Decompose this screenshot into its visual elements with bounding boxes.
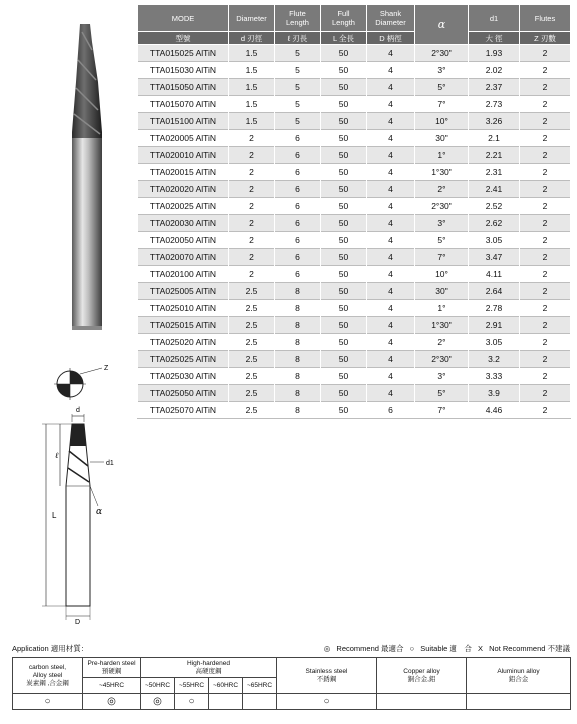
header-d1-zh: 大 徑 xyxy=(469,32,520,45)
table-cell: 2.62 xyxy=(469,215,520,232)
table-cell: TTA020025 AlTiN xyxy=(138,198,229,215)
table-cell: 4 xyxy=(367,79,415,96)
header-shank-diameter-zh: D 柄徑 xyxy=(367,32,415,45)
z-label: Z xyxy=(104,365,109,372)
table-row xyxy=(138,147,571,164)
table-cell: 4 xyxy=(367,198,415,215)
table-cell: 4 xyxy=(367,130,415,147)
table-cell: 4.11 xyxy=(469,266,520,283)
table-cell: 50 xyxy=(321,351,367,368)
table-cell: 1.5 xyxy=(229,96,275,113)
table-cell: 5 xyxy=(275,79,321,96)
table-cell: 6 xyxy=(275,249,321,266)
table-row xyxy=(138,198,571,215)
table-cell: 5 xyxy=(275,62,321,79)
table-cell: 4 xyxy=(367,215,415,232)
table-cell: 5° xyxy=(415,385,469,402)
header-mode: MODE xyxy=(138,5,229,32)
table-cell: 2 xyxy=(520,249,571,266)
table-cell: 1° xyxy=(415,300,469,317)
table-cell: 2 xyxy=(520,266,571,283)
rating-copper xyxy=(377,694,467,710)
hardness-55hrc: ~55HRC xyxy=(175,678,209,694)
end-view-diagram xyxy=(40,362,122,404)
table-cell: 5 xyxy=(275,113,321,130)
table-cell: 4 xyxy=(367,181,415,198)
table-cell: 50 xyxy=(321,198,367,215)
table-cell: 1°30" xyxy=(415,317,469,334)
table-cell: 4 xyxy=(367,300,415,317)
material-preharden-steel: Pre-harden steel 預硬鋼 xyxy=(83,658,141,678)
application-legend xyxy=(320,643,570,654)
table-cell: 5 xyxy=(275,45,321,62)
table-cell: 2.78 xyxy=(469,300,520,317)
table-cell: 8 xyxy=(275,368,321,385)
table-cell: TTA020020 AlTiN xyxy=(138,181,229,198)
hardness-65hrc: ~65HRC xyxy=(243,678,277,694)
table-cell: 2.31 xyxy=(469,164,520,181)
l-label: ℓ xyxy=(55,451,59,460)
table-cell: 50 xyxy=(321,300,367,317)
rating-55hrc: ○ xyxy=(175,694,209,710)
material-stainless-steel: Stainless steel 不銹鋼 xyxy=(277,658,377,694)
table-cell: 4 xyxy=(367,351,415,368)
material-copper-alloy: Copper alloy 銅合金,鋁 xyxy=(377,658,467,694)
table-cell: 4 xyxy=(367,113,415,130)
alpha-label: α xyxy=(96,507,103,517)
header-diameter: Diameter xyxy=(229,5,275,32)
table-cell: 2 xyxy=(229,215,275,232)
table-row xyxy=(138,130,571,147)
table-cell: 4 xyxy=(367,62,415,79)
table-cell: 2.5 xyxy=(229,402,275,419)
dimension-drawing xyxy=(38,406,148,626)
table-cell: 50 xyxy=(321,283,367,300)
material-carbon-steel: carbon steel, Alloy steel 炭素鋼 ,合金鋼 xyxy=(13,658,83,694)
not-recommend-symbol: X xyxy=(478,644,484,653)
table-cell: 2 xyxy=(520,113,571,130)
table-cell: 5° xyxy=(415,79,469,96)
table-cell: 6 xyxy=(367,402,415,419)
table-cell: 6 xyxy=(275,215,321,232)
table-cell: 3° xyxy=(415,368,469,385)
table-cell: 3° xyxy=(415,62,469,79)
table-cell: 8 xyxy=(275,334,321,351)
table-cell: 2 xyxy=(520,198,571,215)
table-cell: 2.41 xyxy=(469,181,520,198)
table-row xyxy=(138,317,571,334)
table-cell: 4 xyxy=(367,385,415,402)
table-cell: 4 xyxy=(367,317,415,334)
table-cell: 10° xyxy=(415,266,469,283)
hardness-50hrc: ~50HRC xyxy=(141,678,175,694)
table-cell: 8 xyxy=(275,283,321,300)
rating-aluminum xyxy=(467,694,571,710)
table-cell: 2 xyxy=(229,249,275,266)
table-cell: 2.21 xyxy=(469,147,520,164)
application-table xyxy=(12,657,571,710)
table-cell: 30" xyxy=(415,283,469,300)
table-cell: 1.5 xyxy=(229,62,275,79)
table-cell: 2 xyxy=(520,79,571,96)
table-cell: 2.91 xyxy=(469,317,520,334)
table-row xyxy=(138,249,571,266)
table-cell: 2.37 xyxy=(469,79,520,96)
not-recommend-label: Not Recommend 不建議 xyxy=(489,644,570,653)
table-cell: 3° xyxy=(415,215,469,232)
table-cell: 7° xyxy=(415,249,469,266)
hardness-45hrc: ~45HRC xyxy=(83,678,141,694)
table-cell: 2 xyxy=(229,198,275,215)
table-cell: 2 xyxy=(229,232,275,249)
hardness-60hrc: ~60HRC xyxy=(209,678,243,694)
table-cell: TTA025050 AlTiN xyxy=(138,385,229,402)
material-high-hardened: High-hardened 高硬度鋼 xyxy=(141,658,277,678)
table-cell: 2 xyxy=(520,317,571,334)
table-row xyxy=(138,368,571,385)
table-cell: TTA025070 AlTiN xyxy=(138,402,229,419)
table-cell: 50 xyxy=(321,215,367,232)
table-row xyxy=(138,402,571,419)
table-cell: 3.05 xyxy=(469,334,520,351)
table-cell: 6 xyxy=(275,147,321,164)
table-cell: 2 xyxy=(520,283,571,300)
table-cell: 4 xyxy=(367,45,415,62)
table-cell: 2 xyxy=(520,147,571,164)
table-cell: 10° xyxy=(415,113,469,130)
table-cell: 50 xyxy=(321,96,367,113)
table-cell: 2°30" xyxy=(415,351,469,368)
table-cell: 7° xyxy=(415,96,469,113)
table-cell: 50 xyxy=(321,164,367,181)
table-cell: 4 xyxy=(367,266,415,283)
table-cell: 4 xyxy=(367,283,415,300)
table-cell: 50 xyxy=(321,181,367,198)
table-cell: 8 xyxy=(275,402,321,419)
table-cell: TTA025025 AlTiN xyxy=(138,351,229,368)
table-cell: 1.5 xyxy=(229,45,275,62)
table-cell: 2.5 xyxy=(229,334,275,351)
table-cell: 2.73 xyxy=(469,96,520,113)
table-cell: 50 xyxy=(321,45,367,62)
table-cell: 2 xyxy=(520,385,571,402)
table-row xyxy=(138,45,571,62)
table-cell: 2 xyxy=(229,147,275,164)
rating-stainless: ○ xyxy=(277,694,377,710)
table-cell: 50 xyxy=(321,266,367,283)
table-row xyxy=(138,215,571,232)
table-cell: TTA020015 AlTiN xyxy=(138,164,229,181)
table-cell: 50 xyxy=(321,62,367,79)
table-cell: 2°30" xyxy=(415,45,469,62)
table-cell: 4 xyxy=(367,334,415,351)
table-cell: TTA025010 AlTiN xyxy=(138,300,229,317)
table-row xyxy=(138,79,571,96)
table-row xyxy=(138,181,571,198)
table-cell: 3.05 xyxy=(469,232,520,249)
table-cell: TTA025020 AlTiN xyxy=(138,334,229,351)
table-cell: 6 xyxy=(275,130,321,147)
header-d1: d1 xyxy=(469,5,520,32)
table-cell: TTA015050 AlTiN xyxy=(138,79,229,96)
table-cell: 4 xyxy=(367,96,415,113)
table-cell: 1° xyxy=(415,147,469,164)
rating-65hrc xyxy=(243,694,277,710)
L-label: L xyxy=(52,511,57,520)
table-cell: 2° xyxy=(415,181,469,198)
table-cell: 2 xyxy=(520,351,571,368)
header-full-length-zh: L 全長 xyxy=(321,32,367,45)
header-diameter-zh: d 刃徑 xyxy=(229,32,275,45)
spec-table-body xyxy=(138,45,571,419)
table-cell: 2.52 xyxy=(469,198,520,215)
table-cell: 2.5 xyxy=(229,283,275,300)
table-cell: 3.33 xyxy=(469,368,520,385)
rating-carbon: ○ xyxy=(13,694,83,710)
table-cell: 3.47 xyxy=(469,249,520,266)
table-cell: 50 xyxy=(321,232,367,249)
header-flutes-zh: Z 刃數 xyxy=(520,32,571,45)
rating-60hrc xyxy=(209,694,243,710)
table-cell: 6 xyxy=(275,181,321,198)
table-cell: 50 xyxy=(321,334,367,351)
table-cell: 8 xyxy=(275,300,321,317)
table-cell: 50 xyxy=(321,317,367,334)
table-cell: 2°30" xyxy=(415,198,469,215)
table-cell: 3.26 xyxy=(469,113,520,130)
table-cell: 8 xyxy=(275,317,321,334)
table-cell: 2 xyxy=(229,266,275,283)
table-cell: TTA025015 AlTiN xyxy=(138,317,229,334)
table-row xyxy=(138,334,571,351)
D-label: D xyxy=(75,619,81,626)
table-row xyxy=(138,283,571,300)
table-cell: 50 xyxy=(321,130,367,147)
table-row xyxy=(138,232,571,249)
suitable-label: Suitable 適 合 xyxy=(420,644,472,653)
table-cell: TTA015070 AlTiN xyxy=(138,96,229,113)
table-cell: 2 xyxy=(520,232,571,249)
table-cell: 2 xyxy=(520,215,571,232)
table-cell: 30" xyxy=(415,130,469,147)
material-aluminum-alloy: Aluminun alloy 鋁合金 xyxy=(467,658,571,694)
table-cell: 2.5 xyxy=(229,300,275,317)
d-label: d xyxy=(76,407,80,414)
table-cell: TTA025005 AlTiN xyxy=(138,283,229,300)
header-alpha: α xyxy=(415,5,469,45)
table-cell: TTA020070 AlTiN xyxy=(138,249,229,266)
table-cell: 2 xyxy=(520,96,571,113)
table-cell: 2.5 xyxy=(229,351,275,368)
table-cell: 50 xyxy=(321,147,367,164)
table-cell: 2 xyxy=(520,130,571,147)
table-cell: 7° xyxy=(415,402,469,419)
table-row xyxy=(138,113,571,130)
table-cell: 1.5 xyxy=(229,113,275,130)
table-row xyxy=(138,351,571,368)
table-cell: 5° xyxy=(415,232,469,249)
table-cell: 2 xyxy=(520,300,571,317)
table-cell: 4 xyxy=(367,164,415,181)
table-cell: 2.5 xyxy=(229,368,275,385)
table-cell: 5 xyxy=(275,96,321,113)
table-cell: 50 xyxy=(321,249,367,266)
application-title: Application 適用材質： xyxy=(12,644,89,653)
table-cell: 6 xyxy=(275,198,321,215)
table-cell: TTA020005 AlTiN xyxy=(138,130,229,147)
header-flute-length-zh: ℓ 刃長 xyxy=(275,32,321,45)
header-full-length: Full Length xyxy=(321,5,367,32)
table-cell: 2 xyxy=(229,130,275,147)
table-row xyxy=(138,62,571,79)
table-cell: 6 xyxy=(275,266,321,283)
table-cell: 2 xyxy=(520,164,571,181)
table-cell: 2.1 xyxy=(469,130,520,147)
recommend-symbol: ◎ xyxy=(323,644,331,653)
rating-preharden: ◎ xyxy=(83,694,141,710)
table-cell: 4 xyxy=(367,249,415,266)
rating-50hrc: ◎ xyxy=(141,694,175,710)
table-cell: 50 xyxy=(321,385,367,402)
table-cell: TTA020050 AlTiN xyxy=(138,232,229,249)
table-row xyxy=(138,164,571,181)
table-cell: TTA015025 AlTiN xyxy=(138,45,229,62)
table-cell: 2.5 xyxy=(229,385,275,402)
table-row xyxy=(138,266,571,283)
table-cell: 2° xyxy=(415,334,469,351)
table-cell: 50 xyxy=(321,402,367,419)
table-cell: 8 xyxy=(275,385,321,402)
table-cell: 2 xyxy=(520,181,571,198)
table-cell: TTA025030 AlTiN xyxy=(138,368,229,385)
table-cell: 6 xyxy=(275,164,321,181)
table-cell: 2 xyxy=(229,181,275,198)
header-mode-zh: 型號 xyxy=(138,32,229,45)
table-cell: 2 xyxy=(520,368,571,385)
recommend-label: Recommend 最適合 xyxy=(336,644,404,653)
table-row xyxy=(138,300,571,317)
table-cell: TTA015100 AlTiN xyxy=(138,113,229,130)
table-cell: 2.02 xyxy=(469,62,520,79)
end-mill-photo xyxy=(58,22,118,332)
header-flute-length: Flute Length xyxy=(275,5,321,32)
table-cell: TTA020010 AlTiN xyxy=(138,147,229,164)
table-cell: TTA020030 AlTiN xyxy=(138,215,229,232)
table-row xyxy=(138,385,571,402)
table-cell: 2 xyxy=(229,164,275,181)
table-cell: 1.93 xyxy=(469,45,520,62)
table-cell: 4 xyxy=(367,368,415,385)
table-cell: 2 xyxy=(520,45,571,62)
d1-label: d1 xyxy=(106,460,114,467)
table-cell: 50 xyxy=(321,113,367,130)
application-header xyxy=(12,643,570,655)
table-cell: 4.46 xyxy=(469,402,520,419)
table-cell: TTA020100 AlTiN xyxy=(138,266,229,283)
table-cell: 1°30" xyxy=(415,164,469,181)
table-cell: 1.5 xyxy=(229,79,275,96)
table-cell: 2 xyxy=(520,62,571,79)
table-cell: 2 xyxy=(520,402,571,419)
header-shank-diameter: Shank Diameter xyxy=(367,5,415,32)
table-cell: TTA015030 AlTiN xyxy=(138,62,229,79)
table-cell: 2.64 xyxy=(469,283,520,300)
table-cell: 2 xyxy=(520,334,571,351)
table-cell: 50 xyxy=(321,368,367,385)
table-cell: 4 xyxy=(367,147,415,164)
table-cell: 6 xyxy=(275,232,321,249)
spec-table xyxy=(137,4,571,419)
table-cell: 8 xyxy=(275,351,321,368)
table-cell: 50 xyxy=(321,79,367,96)
table-row xyxy=(138,96,571,113)
table-cell: 3.2 xyxy=(469,351,520,368)
table-cell: 3.9 xyxy=(469,385,520,402)
table-cell: 2.5 xyxy=(229,317,275,334)
table-cell: 4 xyxy=(367,232,415,249)
suitable-symbol: ○ xyxy=(409,644,415,653)
header-flutes: Flutes xyxy=(520,5,571,32)
